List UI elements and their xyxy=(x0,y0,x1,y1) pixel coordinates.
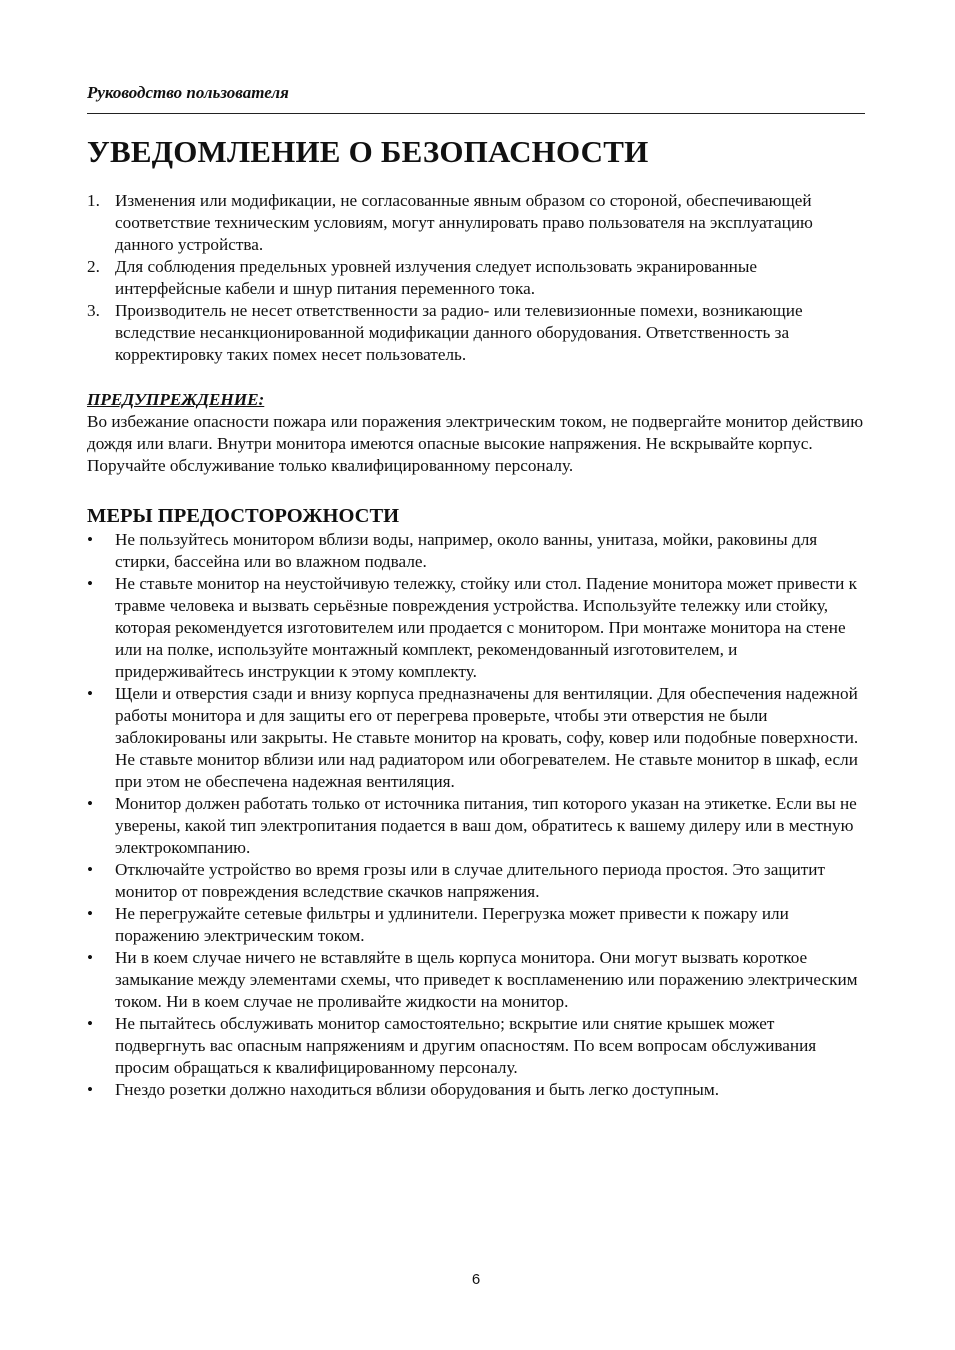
warning-section xyxy=(87,389,867,477)
notice-list xyxy=(87,190,865,366)
notice-item xyxy=(87,190,865,256)
warning-text: Во избежание опасности пожара или поражения электрическим током, не подвергайте монитор действию дождя или влаги. Внутри монитора имеются опасные высокие напряжения. Не вскрывайте корпус. Поручайте обслуживание только квалифицированному персоналу. xyxy=(87,412,864,475)
precaution-text: Монитор должен работать только от источника питания, тип которого указан на этикетке. Если вы не уверены, какой тип электропитания подается в ваш дом, обратитесь к вашему дилеру или в местную электрокомпанию. xyxy=(115,794,857,857)
precautions-list xyxy=(87,529,869,1101)
notice-number: 3. xyxy=(87,301,100,320)
precaution-item xyxy=(87,683,869,793)
precautions-title: МЕРЫ ПРЕДОСТОРОЖНОСТИ xyxy=(87,505,400,527)
precaution-item xyxy=(87,903,869,947)
precaution-item xyxy=(87,573,869,683)
running-header: Руководство пользователя xyxy=(87,83,289,102)
precaution-item xyxy=(87,1079,869,1101)
warning-heading: ПРЕДУПРЕЖДЕНИЕ: xyxy=(87,390,265,409)
precaution-item xyxy=(87,793,869,859)
precaution-item xyxy=(87,1013,869,1079)
page-title: УВЕДОМЛЕНИЕ О БЕЗОПАСНОСТИ xyxy=(87,134,649,169)
precaution-text: Не пытайтесь обслуживать монитор самостоятельно; вскрытие или снятие крышек может подвергнуть вас опасным напряжениям и другим опасностям. По всем вопросам обслуживания просим обращаться к квалифицированному персоналу. xyxy=(115,1014,817,1077)
precaution-item xyxy=(87,859,869,903)
notice-text: Для соблюдения предельных уровней излучения следует использовать экранированные интерфейсные кабели и шнур питания переменного тока. xyxy=(115,257,758,298)
notice-number: 2. xyxy=(87,257,100,276)
precaution-text: Отключайте устройство во время грозы или в случае длительного периода простоя. Это защитит монитор от повреждения вследствие скачков напряжения. xyxy=(115,860,826,901)
notice-item xyxy=(87,300,865,366)
bullet-icon: • xyxy=(87,904,94,923)
precaution-text: Ни в коем случае ничего не вставляйте в щель корпуса монитора. Они могут вызвать короткое замыкание между элементами схемы, что приведет к воспламенению или поражению электрическим током. Ни в коем случае не проливайте жидкости на монитор. xyxy=(115,948,858,1011)
bullet-icon: • xyxy=(87,860,94,879)
precaution-text: Гнездо розетки должно находиться вблизи оборудования и быть легко доступным. xyxy=(115,1080,720,1099)
notice-text: Производитель не несет ответственности за радио- или телевизионные помехи, возникающие вследствие несанкционированной модификации данного оборудования. Ответственность за корректировку таких помех несет пользователь. xyxy=(115,301,803,364)
notice-item xyxy=(87,256,865,300)
bullet-icon: • xyxy=(87,794,94,813)
precaution-item xyxy=(87,947,869,1013)
precaution-text: Не ставьте монитор на неустойчивую тележку, стойку или стол. Падение монитора может привести к травме человека и вызвать серьёзные повреждения устройства. Используйте тележку или стойку, которая рекомендуется изготовителем или продается с монитором. При монтаже монитора на стене или на полке, используйте монтажный комплект, рекомендованный изготовителем, и придерживайтесь инструкции к этому комплекту. xyxy=(115,574,857,681)
bullet-icon: • xyxy=(87,574,94,593)
precaution-text: Щели и отверстия сзади и внизу корпуса предназначены для вентиляции. Для обеспечения надежной работы монитора и для защиты его от перегрева проверьте, чтобы эти отверстия не были заблокированы или закрыты. Не ставьте монитор на кровать, софу, ковер или подобные поверхности. Не ставьте монитор вблизи или над радиатором или обогревателем. Не ставьте монитор в шкаф, если при этом не обеспечена надежная вентиляция. xyxy=(115,684,859,791)
notice-text: Изменения или модификации, не согласованные явным образом со стороной, обеспечивающей соответствие техническим условиям, могут аннулировать право пользователя на эксплуатацию данного устройства. xyxy=(115,191,813,254)
bullet-icon: • xyxy=(87,530,94,549)
precaution-item xyxy=(87,529,869,573)
bullet-icon: • xyxy=(87,1014,94,1033)
bullet-icon: • xyxy=(87,684,94,703)
header-divider xyxy=(87,113,865,114)
precaution-text: Не пользуйтесь монитором вблизи воды, например, около ванны, унитаза, мойки, раковины для стирки, бассейна или во влажном подвале. xyxy=(115,530,818,571)
notice-number: 1. xyxy=(87,191,100,210)
bullet-icon: • xyxy=(87,948,94,967)
bullet-icon: • xyxy=(87,1080,94,1099)
page-number: 6 xyxy=(471,1271,481,1288)
precaution-text: Не перегружайте сетевые фильтры и удлинители. Перегрузка может привести к пожару или поражению электрическим током. xyxy=(115,904,789,945)
